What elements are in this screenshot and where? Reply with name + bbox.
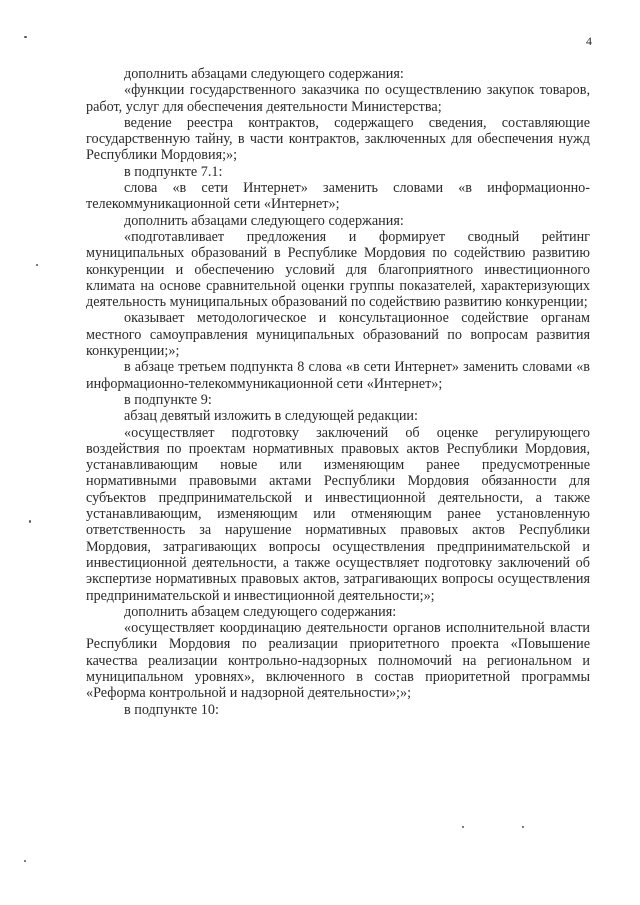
document-body <box>86 66 590 718</box>
paragraph: «подготавливает предложения и формирует сводный рейтинг муниципальных образований в Республике Мордовия по содействию развитию конкуренции и обеспечению условий для благоприятного инвестиционного климата на основе сравнительной оценки группы показателей, характеризующих деятельность муниципальных образований по содействию развитию конкуренции; <box>86 228 590 311</box>
paragraph: оказывает методологическое и консультационное содействие органам местного самоуправления муниципальных образований по вопросам развития конкуренции;»; <box>86 310 590 360</box>
paragraph: дополнить абзацами следующего содержания: <box>124 212 404 229</box>
scan-speck <box>522 826 524 828</box>
page-number: 4 <box>586 34 592 48</box>
paragraph: дополнить абзацами следующего содержания: <box>124 66 404 82</box>
paragraph: ведение реестра контрактов, содержащего сведения, составляющие государственную тайну, в части контрактов, заключенных для обеспечения нужд Республики Мордовия;»; <box>86 114 590 164</box>
paragraph: «осуществляет подготовку заключений об оценке регулирующего воздействия по проектам нормативных правовых актов Республики Мордовия, устанавливающим новые или изменяющим ранее предусмотренные нормативными правовыми актами Республики Мордовия обязанности для субъектов предпринимательской и инвестиционной деятельности, а также устанавливающим, изменяющим или отменяющим ранее установленную ответственность за нарушение нормативных правовых актов Республики Мордовия, затрагивающих вопросы осуществления предпринимательской и инвестиционной деятельности, а также осуществляет подготовку заключений об экспертизе нормативных правовых актов, затрагивающих вопросы осуществления предпринимательской и инвестиционной деятельности;»; <box>86 424 590 604</box>
scan-speck <box>24 860 26 862</box>
scan-speck <box>462 826 464 828</box>
paragraph: в подпункте 10: <box>124 701 219 718</box>
scan-speck <box>29 520 31 523</box>
scan-speck <box>36 264 38 266</box>
scan-speck <box>24 36 27 38</box>
paragraph: дополнить абзацем следующего содержания: <box>124 603 397 620</box>
paragraph: в подпункте 7.1: <box>124 163 223 180</box>
paragraph: абзац девятый изложить в следующей редакции: <box>124 408 418 425</box>
paragraph: в подпункте 9: <box>124 391 212 408</box>
paragraph: «функции государственного заказчика по осуществлению закупок товаров, работ, услуг для обеспечения деятельности Министерства; <box>86 82 590 115</box>
paragraph: слова «в сети Интернет» заменить словами «в информационно-телекоммуникационной сети «Интернет»; <box>86 180 590 213</box>
paragraph: в абзаце третьем подпункта 8 слова «в сети Интернет» заменить словами «в информационно-телекоммуникационной сети «Интернет»; <box>86 359 590 392</box>
paragraph: «осуществляет координацию деятельности органов исполнительной власти Республики Мордовия по реализации приоритетного проекта «Повышение качества реализации контрольно-надзорных полномочий на региональном и муниципальном уровнях», включенного в состав приоритетной программы «Реформа контрольной и надзорной деятельности»;»; <box>86 620 590 702</box>
